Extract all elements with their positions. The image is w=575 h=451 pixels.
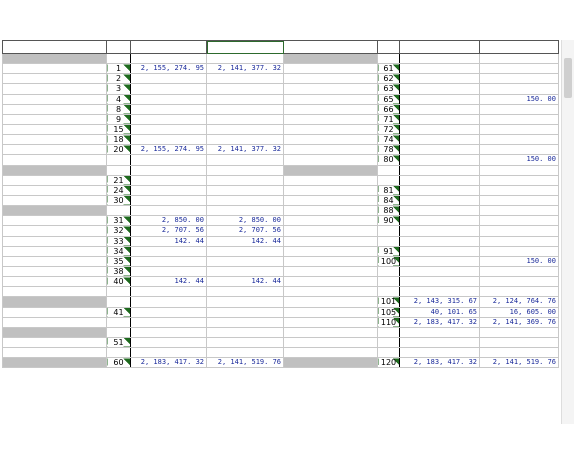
left-end-cell[interactable]: [207, 124, 284, 134]
right-item-cell[interactable]: [284, 216, 378, 226]
left-end-cell[interactable]: [207, 74, 284, 84]
right-line-cell[interactable]: 84: [378, 195, 400, 205]
left-item-cell[interactable]: [3, 307, 107, 317]
right-end-cell[interactable]: [480, 206, 559, 216]
right-line-cell[interactable]: 80: [378, 155, 400, 165]
right-end-cell[interactable]: [480, 114, 559, 124]
table-row: [3, 287, 559, 297]
right-line-cell[interactable]: [378, 266, 400, 276]
right-begin-cell[interactable]: [400, 135, 480, 145]
right-begin-cell[interactable]: [400, 236, 480, 246]
right-line-cell[interactable]: 91: [378, 246, 400, 256]
left-line-cell[interactable]: 21: [107, 175, 131, 185]
left-line-cell[interactable]: 20: [107, 145, 131, 155]
left-begin-cell[interactable]: [131, 94, 207, 104]
right-end-cell[interactable]: [480, 266, 559, 276]
table-row: [3, 54, 559, 64]
left-end-cell[interactable]: 2, 850. 00: [207, 216, 284, 226]
left-line-cell[interactable]: 38: [107, 266, 131, 276]
left-item-cell[interactable]: [3, 236, 107, 246]
left-begin-cell[interactable]: 2, 155, 274. 95: [131, 64, 207, 74]
right-item-cell[interactable]: [284, 135, 378, 145]
table-row: [3, 206, 559, 216]
left-item-cell[interactable]: [3, 327, 107, 337]
left-item-cell[interactable]: [3, 155, 107, 165]
right-line-cell[interactable]: [378, 175, 400, 185]
balance-sheet-table: [2, 40, 559, 368]
left-begin-cell[interactable]: [131, 337, 207, 347]
left-begin-cell[interactable]: [131, 287, 207, 297]
right-item-cell[interactable]: [284, 337, 378, 347]
left-end-cell[interactable]: [207, 206, 284, 216]
left-begin-cell[interactable]: [131, 114, 207, 124]
left-begin-cell[interactable]: [131, 256, 207, 266]
left-item-cell[interactable]: [3, 135, 107, 145]
left-begin-cell[interactable]: 2, 707. 56: [131, 226, 207, 236]
right-line-cell[interactable]: 88: [378, 206, 400, 216]
left-end-cell[interactable]: 2, 141, 377. 32: [207, 64, 284, 74]
right-begin-cell[interactable]: [400, 165, 480, 175]
left-begin-cell[interactable]: [131, 297, 207, 307]
table-row: [3, 175, 559, 185]
right-begin-cell[interactable]: 2, 143, 315. 67: [400, 297, 480, 307]
right-begin-cell[interactable]: 2, 183, 417. 32: [400, 317, 480, 327]
left-line-cell[interactable]: [107, 297, 131, 307]
right-end-cell[interactable]: 16, 605. 00: [480, 307, 559, 317]
right-begin-cell[interactable]: [400, 206, 480, 216]
left-begin-cell[interactable]: [131, 246, 207, 256]
right-begin-cell[interactable]: [400, 74, 480, 84]
right-begin-cell[interactable]: [400, 124, 480, 134]
table-row: [3, 124, 559, 134]
column-header-begin-balance[interactable]: [131, 41, 207, 54]
right-line-cell[interactable]: [378, 54, 400, 64]
left-item-cell[interactable]: [3, 297, 107, 307]
table-row: [3, 135, 559, 145]
left-end-cell[interactable]: [207, 297, 284, 307]
right-begin-cell[interactable]: [400, 348, 480, 358]
right-line-cell[interactable]: [378, 236, 400, 246]
left-end-cell[interactable]: [207, 155, 284, 165]
left-begin-cell[interactable]: 2, 850. 00: [131, 216, 207, 226]
left-end-cell[interactable]: 142. 44: [207, 236, 284, 246]
left-item-cell[interactable]: [3, 54, 107, 64]
left-line-cell[interactable]: 35: [107, 256, 131, 266]
right-item-cell[interactable]: [284, 64, 378, 74]
right-item-cell[interactable]: [284, 206, 378, 216]
left-item-cell[interactable]: [3, 64, 107, 74]
right-line-cell[interactable]: 72: [378, 124, 400, 134]
left-item-cell[interactable]: [3, 185, 107, 195]
right-item-cell[interactable]: [284, 236, 378, 246]
table-row: [3, 256, 559, 266]
right-begin-cell[interactable]: [400, 114, 480, 124]
scrollbar-thumb[interactable]: [564, 58, 572, 98]
left-item-cell[interactable]: [3, 175, 107, 185]
right-item-cell[interactable]: [284, 54, 378, 64]
right-item-cell[interactable]: [284, 175, 378, 185]
table-row: [3, 277, 559, 287]
right-end-cell[interactable]: [480, 165, 559, 175]
left-begin-cell[interactable]: [131, 175, 207, 185]
right-end-cell[interactable]: [480, 216, 559, 226]
right-begin-cell[interactable]: [400, 145, 480, 155]
right-end-cell[interactable]: [480, 124, 559, 134]
table-row: [3, 216, 559, 226]
left-line-cell[interactable]: [107, 348, 131, 358]
table-row: [3, 358, 559, 368]
table-row: [3, 165, 559, 175]
left-line-cell[interactable]: 1: [107, 64, 131, 74]
left-end-cell[interactable]: [207, 94, 284, 104]
table-row: [3, 114, 559, 124]
left-begin-cell[interactable]: [131, 155, 207, 165]
right-line-cell[interactable]: 81: [378, 185, 400, 195]
left-end-cell[interactable]: [207, 84, 284, 94]
column-header-begin-balance-right[interactable]: [400, 41, 480, 54]
right-item-cell[interactable]: [284, 317, 378, 327]
table-row: [3, 236, 559, 246]
right-end-cell[interactable]: 2, 141, 519. 76: [480, 358, 559, 368]
right-item-cell[interactable]: [284, 155, 378, 165]
left-end-cell[interactable]: [207, 307, 284, 317]
column-header-end-balance-selected[interactable]: [207, 41, 284, 54]
right-item-cell[interactable]: [284, 74, 378, 84]
right-item-cell[interactable]: [284, 145, 378, 155]
left-item-cell[interactable]: [3, 165, 107, 175]
right-line-cell[interactable]: [378, 348, 400, 358]
column-header-line-no-right[interactable]: [378, 41, 400, 54]
left-end-cell[interactable]: [207, 185, 284, 195]
left-item-cell[interactable]: [3, 216, 107, 226]
right-begin-cell[interactable]: 40, 101. 65: [400, 307, 480, 317]
left-item-cell[interactable]: [3, 104, 107, 114]
left-end-cell[interactable]: [207, 195, 284, 205]
left-begin-cell[interactable]: [131, 266, 207, 276]
right-end-cell[interactable]: [480, 64, 559, 74]
table-row: [3, 266, 559, 276]
left-line-cell[interactable]: 8: [107, 104, 131, 114]
right-item-cell[interactable]: [284, 358, 378, 368]
table-row: [3, 226, 559, 236]
left-item-cell[interactable]: [3, 358, 107, 368]
right-begin-cell[interactable]: [400, 54, 480, 64]
column-header-assets[interactable]: [3, 41, 107, 54]
right-line-cell[interactable]: [378, 226, 400, 236]
right-item-cell[interactable]: [284, 124, 378, 134]
left-end-cell[interactable]: [207, 135, 284, 145]
right-line-cell[interactable]: 66: [378, 104, 400, 114]
right-item-cell[interactable]: [284, 287, 378, 297]
left-line-cell[interactable]: 2: [107, 74, 131, 84]
right-item-cell[interactable]: [284, 266, 378, 276]
left-line-cell[interactable]: [107, 165, 131, 175]
left-end-cell[interactable]: [207, 114, 284, 124]
left-line-cell[interactable]: 41: [107, 307, 131, 317]
left-begin-cell[interactable]: [131, 185, 207, 195]
left-end-cell[interactable]: [207, 348, 284, 358]
left-line-cell[interactable]: 15: [107, 124, 131, 134]
left-end-cell[interactable]: [207, 175, 284, 185]
left-item-cell[interactable]: [3, 256, 107, 266]
left-line-cell[interactable]: 33: [107, 236, 131, 246]
table-row: [3, 185, 559, 195]
right-item-cell[interactable]: [284, 114, 378, 124]
left-end-cell[interactable]: [207, 327, 284, 337]
left-begin-cell[interactable]: [131, 307, 207, 317]
left-end-cell[interactable]: [207, 165, 284, 175]
table-row: [3, 74, 559, 84]
right-item-cell[interactable]: [284, 185, 378, 195]
table-row: [3, 155, 559, 165]
left-line-cell[interactable]: 30: [107, 195, 131, 205]
left-begin-cell[interactable]: [131, 317, 207, 327]
left-line-cell[interactable]: [107, 327, 131, 337]
table-row: [3, 337, 559, 347]
left-line-cell[interactable]: 24: [107, 185, 131, 195]
right-begin-cell[interactable]: [400, 266, 480, 276]
right-item-cell[interactable]: [284, 226, 378, 236]
left-begin-cell[interactable]: [131, 206, 207, 216]
table-row: [3, 94, 559, 104]
header-row: [3, 41, 559, 54]
right-end-cell[interactable]: [480, 195, 559, 205]
right-begin-cell[interactable]: [400, 185, 480, 195]
right-line-cell[interactable]: 65: [378, 94, 400, 104]
table-row: [3, 145, 559, 155]
right-begin-cell[interactable]: [400, 175, 480, 185]
left-end-cell[interactable]: [207, 287, 284, 297]
right-item-cell[interactable]: [284, 165, 378, 175]
table-row: [3, 246, 559, 256]
left-end-cell[interactable]: [207, 54, 284, 64]
left-begin-cell[interactable]: [131, 327, 207, 337]
left-end-cell[interactable]: 2, 141, 377. 32: [207, 145, 284, 155]
right-item-cell[interactable]: [284, 84, 378, 94]
left-item-cell[interactable]: [3, 124, 107, 134]
left-item-cell[interactable]: [3, 195, 107, 205]
column-header-end-balance-right[interactable]: [480, 41, 559, 54]
right-begin-cell[interactable]: [400, 327, 480, 337]
right-line-cell[interactable]: 101: [378, 297, 400, 307]
right-item-cell[interactable]: [284, 195, 378, 205]
right-begin-cell[interactable]: [400, 337, 480, 347]
right-end-cell[interactable]: [480, 74, 559, 84]
left-line-cell[interactable]: [107, 287, 131, 297]
left-item-cell[interactable]: [3, 348, 107, 358]
right-line-cell[interactable]: 105: [378, 307, 400, 317]
right-end-cell[interactable]: [480, 226, 559, 236]
right-begin-cell[interactable]: [400, 64, 480, 74]
right-end-cell[interactable]: [480, 54, 559, 64]
right-line-cell[interactable]: [378, 165, 400, 175]
table-row: [3, 317, 559, 327]
right-end-cell[interactable]: [480, 337, 559, 347]
right-item-cell[interactable]: [284, 277, 378, 287]
left-begin-cell[interactable]: [131, 54, 207, 64]
right-line-cell[interactable]: 90: [378, 216, 400, 226]
left-item-cell[interactable]: [3, 145, 107, 155]
table-row: [3, 104, 559, 114]
right-item-cell[interactable]: [284, 246, 378, 256]
right-item-cell[interactable]: [284, 348, 378, 358]
right-begin-cell[interactable]: [400, 226, 480, 236]
left-end-cell[interactable]: [207, 246, 284, 256]
right-line-cell[interactable]: [378, 277, 400, 287]
left-begin-cell[interactable]: [131, 124, 207, 134]
right-end-cell[interactable]: [480, 236, 559, 246]
right-line-cell[interactable]: 120: [378, 358, 400, 368]
left-end-cell[interactable]: 2, 141, 519. 76: [207, 358, 284, 368]
left-begin-cell[interactable]: [131, 135, 207, 145]
right-begin-cell[interactable]: [400, 277, 480, 287]
right-end-cell[interactable]: [480, 277, 559, 287]
left-line-cell[interactable]: 9: [107, 114, 131, 124]
left-begin-cell[interactable]: [131, 104, 207, 114]
left-line-cell[interactable]: 34: [107, 246, 131, 256]
right-end-cell[interactable]: 2, 124, 764. 76: [480, 297, 559, 307]
left-begin-cell[interactable]: 142. 44: [131, 277, 207, 287]
right-begin-cell[interactable]: [400, 155, 480, 165]
column-header-liabilities[interactable]: [284, 41, 378, 54]
left-item-cell[interactable]: [3, 94, 107, 104]
right-end-cell[interactable]: 150. 00: [480, 256, 559, 266]
right-end-cell[interactable]: 150. 00: [480, 155, 559, 165]
right-end-cell[interactable]: [480, 104, 559, 114]
right-end-cell[interactable]: [480, 327, 559, 337]
left-begin-cell[interactable]: [131, 348, 207, 358]
right-line-cell[interactable]: 63: [378, 84, 400, 94]
right-line-cell[interactable]: [378, 337, 400, 347]
left-item-cell[interactable]: [3, 206, 107, 216]
right-line-cell[interactable]: 100: [378, 256, 400, 266]
left-begin-cell[interactable]: [131, 165, 207, 175]
right-begin-cell[interactable]: [400, 246, 480, 256]
left-line-cell[interactable]: 40: [107, 277, 131, 287]
left-item-cell[interactable]: [3, 266, 107, 276]
left-line-cell[interactable]: 18: [107, 135, 131, 145]
left-item-cell[interactable]: [3, 114, 107, 124]
left-end-cell[interactable]: 142. 44: [207, 277, 284, 287]
right-item-cell[interactable]: [284, 307, 378, 317]
left-item-cell[interactable]: [3, 226, 107, 236]
right-begin-cell[interactable]: [400, 256, 480, 266]
right-end-cell[interactable]: [480, 135, 559, 145]
left-line-cell[interactable]: 32: [107, 226, 131, 236]
right-item-cell[interactable]: [284, 297, 378, 307]
left-item-cell[interactable]: [3, 246, 107, 256]
right-line-cell[interactable]: 61: [378, 64, 400, 74]
right-line-cell[interactable]: 110: [378, 317, 400, 327]
left-end-cell[interactable]: 2, 707. 56: [207, 226, 284, 236]
right-begin-cell[interactable]: [400, 104, 480, 114]
right-begin-cell[interactable]: [400, 216, 480, 226]
right-begin-cell[interactable]: [400, 287, 480, 297]
left-item-cell[interactable]: [3, 337, 107, 347]
right-end-cell[interactable]: [480, 84, 559, 94]
left-end-cell[interactable]: [207, 337, 284, 347]
right-begin-cell[interactable]: [400, 195, 480, 205]
right-end-cell[interactable]: [480, 348, 559, 358]
left-begin-cell[interactable]: [131, 84, 207, 94]
left-begin-cell[interactable]: 2, 155, 274. 95: [131, 145, 207, 155]
table-row: [3, 84, 559, 94]
left-begin-cell[interactable]: 2, 183, 417. 32: [131, 358, 207, 368]
left-line-cell[interactable]: [107, 206, 131, 216]
right-begin-cell[interactable]: [400, 84, 480, 94]
left-item-cell[interactable]: [3, 74, 107, 84]
table-row: [3, 327, 559, 337]
table-row: [3, 307, 559, 317]
right-line-cell[interactable]: [378, 327, 400, 337]
table-row: [3, 64, 559, 74]
left-begin-cell[interactable]: 142. 44: [131, 236, 207, 246]
left-line-cell[interactable]: 60: [107, 358, 131, 368]
left-end-cell[interactable]: [207, 104, 284, 114]
left-line-cell[interactable]: 4: [107, 94, 131, 104]
column-header-line-no[interactable]: [107, 41, 131, 54]
right-item-cell[interactable]: [284, 94, 378, 104]
left-end-cell[interactable]: [207, 266, 284, 276]
right-line-cell[interactable]: 78: [378, 145, 400, 155]
left-item-cell[interactable]: [3, 317, 107, 327]
right-end-cell[interactable]: 150. 00: [480, 94, 559, 104]
left-line-cell[interactable]: [107, 317, 131, 327]
right-line-cell[interactable]: 74: [378, 135, 400, 145]
table-row: [3, 348, 559, 358]
left-line-cell[interactable]: 31: [107, 216, 131, 226]
left-item-cell[interactable]: [3, 277, 107, 287]
right-begin-cell[interactable]: 2, 183, 417. 32: [400, 358, 480, 368]
right-item-cell[interactable]: [284, 104, 378, 114]
left-begin-cell[interactable]: [131, 74, 207, 84]
left-line-cell[interactable]: [107, 54, 131, 64]
right-end-cell[interactable]: [480, 145, 559, 155]
table-row: [3, 297, 559, 307]
right-line-cell[interactable]: [378, 287, 400, 297]
vertical-scrollbar[interactable]: [561, 40, 574, 424]
left-begin-cell[interactable]: [131, 195, 207, 205]
left-item-cell[interactable]: [3, 84, 107, 94]
left-line-cell[interactable]: [107, 155, 131, 165]
right-item-cell[interactable]: [284, 327, 378, 337]
left-end-cell[interactable]: [207, 256, 284, 266]
left-line-cell[interactable]: 3: [107, 84, 131, 94]
right-end-cell[interactable]: 2, 141, 369. 76: [480, 317, 559, 327]
right-end-cell[interactable]: [480, 287, 559, 297]
right-line-cell[interactable]: 62: [378, 74, 400, 84]
right-end-cell[interactable]: [480, 175, 559, 185]
right-end-cell[interactable]: [480, 246, 559, 256]
right-end-cell[interactable]: [480, 185, 559, 195]
right-item-cell[interactable]: [284, 256, 378, 266]
table-row: [3, 195, 559, 205]
left-line-cell[interactable]: 51: [107, 337, 131, 347]
left-item-cell[interactable]: [3, 287, 107, 297]
left-end-cell[interactable]: [207, 317, 284, 327]
right-line-cell[interactable]: 71: [378, 114, 400, 124]
right-begin-cell[interactable]: [400, 94, 480, 104]
